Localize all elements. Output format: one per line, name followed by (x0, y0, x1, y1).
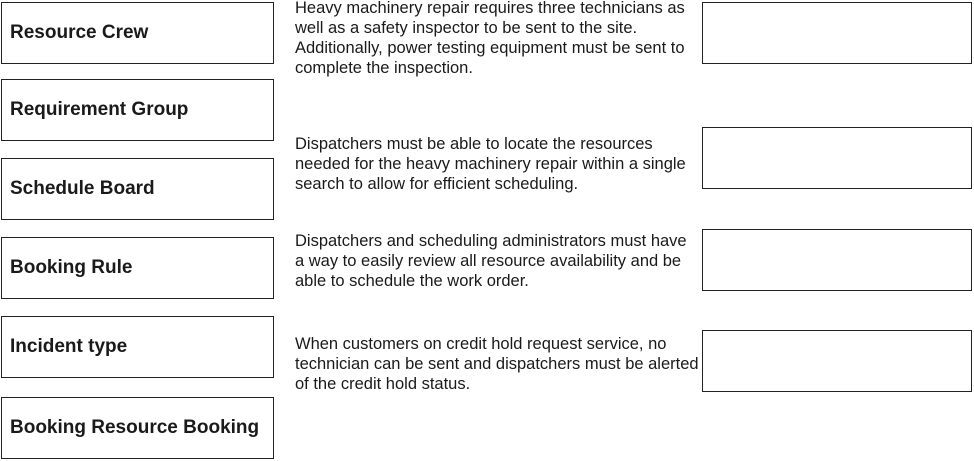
requirement-text: Dispatchers must be able to locate the resources needed for the heavy machinery repair within a single search to allow for efficient scheduling. (295, 135, 686, 193)
option-booking-rule[interactable] (1, 237, 274, 299)
option-label: Booking Rule (10, 257, 133, 278)
answer-slot-4[interactable] (702, 330, 972, 392)
option-booking-resource-booking[interactable] (1, 397, 274, 459)
requirement-text: Heavy machinery repair requires three technicians as well as a safety inspector to be sent to the site. Additionally, power testing equipment must be sent to complete the inspection. (295, 0, 685, 77)
requirement-text: When customers on credit hold request service, no technician can be sent and dispatchers must be alerted of the credit hold status. (295, 335, 699, 393)
option-label: Schedule Board (10, 178, 155, 199)
option-resource-crew[interactable] (1, 2, 274, 64)
requirement-text: Dispatchers and scheduling administrators must have a way to easily review all resource availability and be able to schedule the work order. (295, 232, 687, 290)
option-label: Booking Resource Booking (10, 417, 260, 438)
option-incident-type[interactable] (1, 316, 274, 378)
answer-slot-1[interactable] (702, 2, 972, 64)
option-schedule-board[interactable] (1, 158, 274, 220)
option-label: Incident type (10, 336, 128, 357)
option-label: Resource Crew (10, 22, 149, 43)
answer-slot-3[interactable] (702, 229, 972, 291)
option-label: Requirement Group (10, 99, 189, 120)
answer-slot-2[interactable] (702, 127, 972, 189)
option-requirement-group[interactable] (1, 79, 274, 141)
